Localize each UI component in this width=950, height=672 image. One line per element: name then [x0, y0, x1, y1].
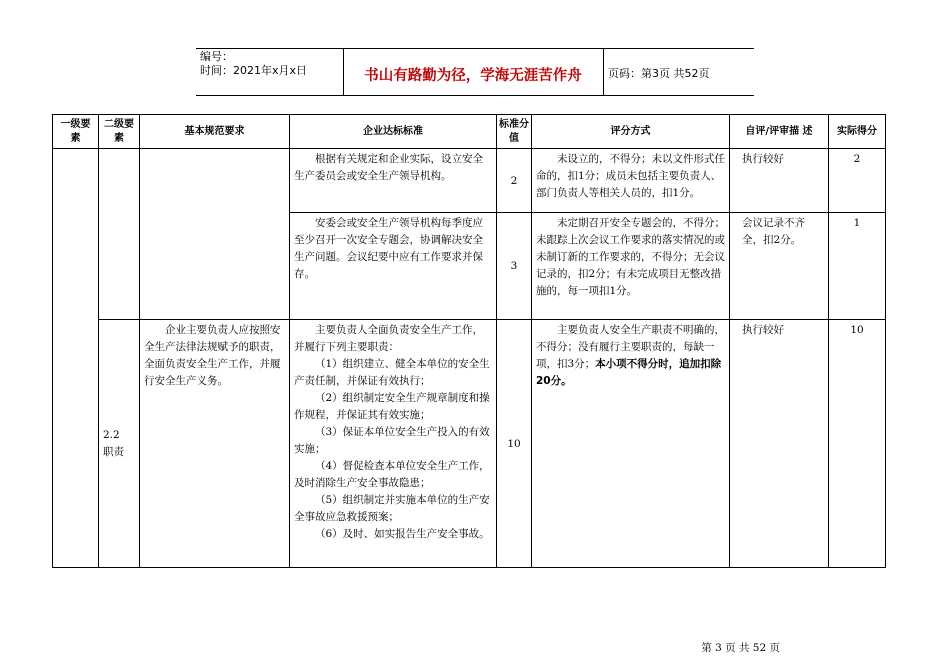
requirement-cell	[140, 149, 290, 320]
actual-score: 2	[853, 153, 861, 165]
scoring-text	[536, 322, 725, 390]
col-header-self-eval: 自评/评审描 述	[730, 115, 829, 149]
col-header-element1: 一级要素	[53, 115, 99, 149]
self-eval-text: 执行较好	[742, 153, 784, 165]
scoring-normal: 主要负责人安全生产职责不明确的，不得分；没有履行主要职责的，每缺一项，扣3分；	[536, 324, 725, 370]
standard-item: （2）组织制定安全生产规章制度和操作规程，并保证其有效实施；	[294, 392, 490, 421]
standard-item: （3）保证本单位安全生产投入的有效实施；	[294, 426, 490, 455]
self-eval-text: 会议记录不齐全，扣2分。	[742, 217, 805, 246]
standard-item: （5）组织制定并实施本单位的生产安全事故应急救援预案；	[294, 494, 490, 523]
element2-label: 2.2 职责	[103, 428, 124, 458]
page-footer: 第 3 页 共 52 页	[701, 642, 780, 654]
col-header-scoring: 评分方式	[532, 115, 730, 149]
col-header-actual: 实际得分	[829, 115, 886, 149]
element2-cell	[99, 149, 140, 320]
actual-score: 1	[853, 217, 861, 229]
table-header-row	[53, 115, 886, 149]
standard-text: 根据有关规定和企业实际，设立安全生产委员会或安全生产领导机构。	[294, 153, 483, 182]
header-divider	[603, 48, 604, 96]
col-header-element2: 二级要素	[99, 115, 140, 149]
header-bottom-rule	[196, 95, 754, 96]
standard-item: （1）组织建立、健全本单位的安全生产责任制，并保证有效执行；	[294, 358, 490, 387]
document-header	[196, 48, 754, 96]
col-header-requirement: 基本规范要求	[140, 115, 290, 149]
header-top-rule	[196, 48, 754, 49]
col-header-standard: 企业达标标准	[290, 115, 497, 149]
col-header-points: 标准分值	[497, 115, 532, 149]
points-value: 3	[497, 213, 532, 320]
evaluation-table	[52, 114, 886, 568]
standard-intro: 主要负责人全面负责安全生产工作，并履行下列主要职责：	[294, 324, 483, 353]
table-row	[53, 149, 886, 213]
scoring-bold: 本小项不得分时，追加扣除20分。	[536, 358, 722, 387]
header-meta	[200, 50, 307, 78]
requirement-text: 企业主要负责人应按照安全生产法律法规赋予的职责，全面负责安全生产工作，并履行安全生产义务。	[144, 324, 281, 387]
actual-score: 10	[850, 324, 864, 336]
standard-text: 安委会或安全生产领导机构每季度应至少召开一次安全专题会，协调解决安全生产问题。会议纪要中应有工作要求并保存。	[294, 217, 483, 280]
number-label: 编号：	[200, 50, 233, 63]
time-label: 时间：2021年x月x日	[200, 64, 308, 77]
header-page-code: 页码：第3页 共52页	[608, 67, 710, 80]
scoring-text: 未设立的，不得分；未以文件形式任命的，扣1分；成员未包括主要负责人、部门负责人等相关人员的，扣1分。	[536, 153, 725, 199]
standard-item: （6）及时、如实报告生产安全事故。	[315, 528, 490, 540]
header-motto: 书山有路勤为径，学海无涯苦作舟	[364, 68, 582, 84]
element1-cell	[53, 149, 99, 568]
scoring-text: 未定期召开安全专题会的，不得分；未跟踪上次会议工作要求的落实情况的或未制订新的工作要求的，不得分；无会议记录的，扣2分；有未完成项目无整改措施的，每一项扣1分。	[536, 217, 725, 297]
points-value: 10	[497, 320, 532, 568]
standard-item: （4）督促检查本单位安全生产工作，及时消除生产安全事故隐患；	[294, 460, 490, 489]
self-eval-text: 执行较好	[742, 324, 784, 336]
standard-list	[290, 320, 496, 543]
points-value: 2	[497, 149, 532, 213]
table-row	[53, 320, 886, 568]
element2-duties	[99, 320, 140, 568]
